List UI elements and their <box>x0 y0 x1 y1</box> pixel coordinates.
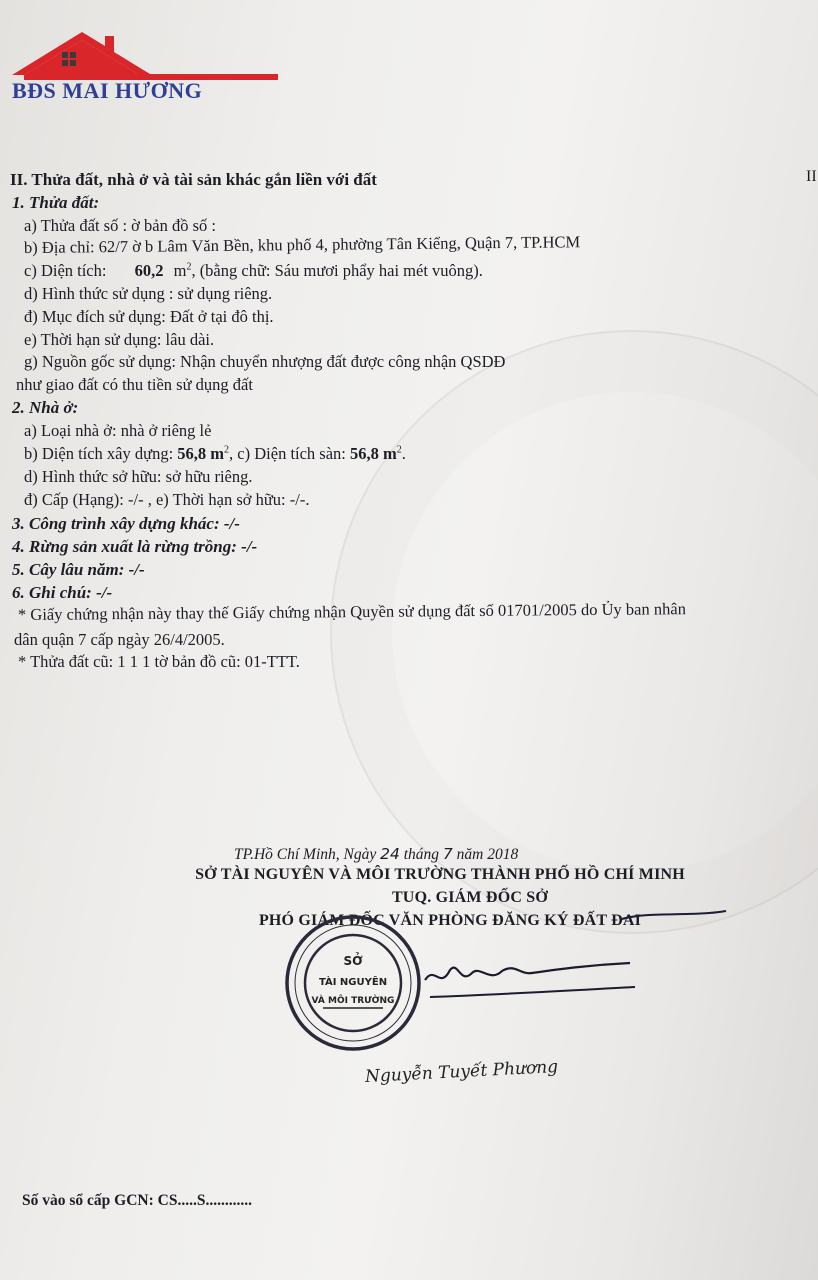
land-use-origin-cont: như giao đất có thu tiền sử dụng đất <box>16 375 253 394</box>
production-forest: 4. Rừng sản xuất là rừng trồng: -/- <box>12 537 258 556</box>
house-grade: đ) Cấp (Hạng): -/- , e) Thời hạn sở hữu: -/-. <box>24 490 310 509</box>
signer-name: Nguyễn Tuyết Phương <box>364 1056 559 1088</box>
house-built-area: 56,8 m <box>177 444 225 463</box>
perennial-trees: 5. Cây lâu năm: -/- <box>12 560 145 579</box>
land-area-value: 60,2 <box>134 261 164 280</box>
other-construction: 3. Công trình xây dựng khác: -/- <box>12 514 240 533</box>
background-watermark <box>330 330 818 934</box>
handwritten-signature <box>420 955 640 1005</box>
registry-number: Số vào sổ cấp GCN: CS.....S............ <box>22 1192 252 1209</box>
land-use-term: e) Thời hạn sử dụng: lâu dài. <box>24 330 215 349</box>
house-area-label: b) Diện tích xây dựng: <box>24 444 178 463</box>
svg-text:TÀI NGUYÊN: TÀI NGUYÊN <box>318 977 388 988</box>
on-behalf-line: TUQ. GIÁM ĐỐC SỞ <box>391 889 549 906</box>
house-type: a) Loại nhà ở: nhà ở riêng lẻ <box>24 421 212 440</box>
official-seal <box>283 913 423 1053</box>
land-area: c) Diện tích: 60,2 $m^2$, (bằng chữ: Sáu mươi phẩy hai mét vuông). <box>24 261 483 280</box>
land-heading: 1. Thửa đất: <box>12 193 100 212</box>
land-area-words: , (bằng chữ: Sáu mươi phẩy hai mét vuông). <box>191 261 483 280</box>
land-use-origin: g) Nguồn gốc sử dụng: Nhận chuyển nhượng đất được công nhận QSDĐ <box>24 352 506 371</box>
land-use-form: d) Hình thức sử dụng : sử dụng riêng. <box>24 284 273 303</box>
role-underline-stroke <box>620 905 730 925</box>
house-floor-label: , c) Diện tích sàn: <box>229 444 351 463</box>
note-replacement: * Giấy chứng nhận này thay thế Giấy chứng nhận Quyền sử dụng đất số 01701/2005 do Ủy ban nhân <box>17 599 686 624</box>
sign-date <box>234 845 518 864</box>
land-parcel-number: a) Thửa đất số : ờ bản đồ số : <box>24 216 216 235</box>
land-area-unit: m <box>173 261 187 280</box>
land-use-purpose: đ) Mục đích sử dụng: Đất ở tại đô thị. <box>24 307 274 326</box>
notes-heading: 6. Ghi chú: -/- <box>12 583 113 602</box>
house-heading: 2. Nhà ở: <box>12 398 79 417</box>
note-old-parcel: * Thửa đất cũ: 1 1 1 tờ bản đồ cũ: 01-TTT. <box>18 652 300 671</box>
house-floor-area: 56,8 m <box>350 444 397 463</box>
house-area: b) Diện tích xây dựng: 56,8 $m^2$, c) Diện tích sàn: 56,8 $m^2$. <box>24 444 406 463</box>
signer-role: PHÓ GIÁM ĐỐC VĂN PHÒNG ĐĂNG KÝ ĐẤT ĐAI <box>258 912 642 929</box>
logo-text: BĐS MAI HƯƠNG <box>12 78 203 103</box>
section-title: II. Thửa đất, nhà ở và tài sản khác gắn liền với đất <box>10 170 377 189</box>
land-area-label: c) Diện tích: <box>24 261 111 280</box>
sign-month-label: tháng <box>399 846 443 863</box>
house-ownership: d) Hình thức sở hữu: sở hữu riêng. <box>24 467 253 486</box>
sign-month: 7 <box>442 845 453 863</box>
right-margin-mark: II <box>806 168 817 185</box>
house-area-end: . <box>401 444 406 463</box>
land-address: b) Địa chỉ: 62/7 ờ b Lâm Văn Bền, khu phố 4, phường Tân Kiểng, Quận 7, TP.HCM <box>23 232 581 257</box>
svg-text:VÀ MÔI TRƯỜNG: VÀ MÔI TRƯỜNG <box>311 996 395 1006</box>
sign-day: 24 <box>380 845 400 863</box>
issuing-org: SỞ TÀI NGUYÊN VÀ MÔI TRƯỜNG THÀNH PHỐ HỒ CHÍ MINH <box>195 866 685 883</box>
sign-date-prefix: TP.Hồ Chí Minh, Ngày <box>234 846 381 863</box>
note-replacement-cont: dân quận 7 cấp ngày 26/4/2005. <box>14 630 225 649</box>
svg-text:SỞ: SỞ <box>343 954 363 968</box>
sign-year: năm 2018 <box>452 846 519 863</box>
